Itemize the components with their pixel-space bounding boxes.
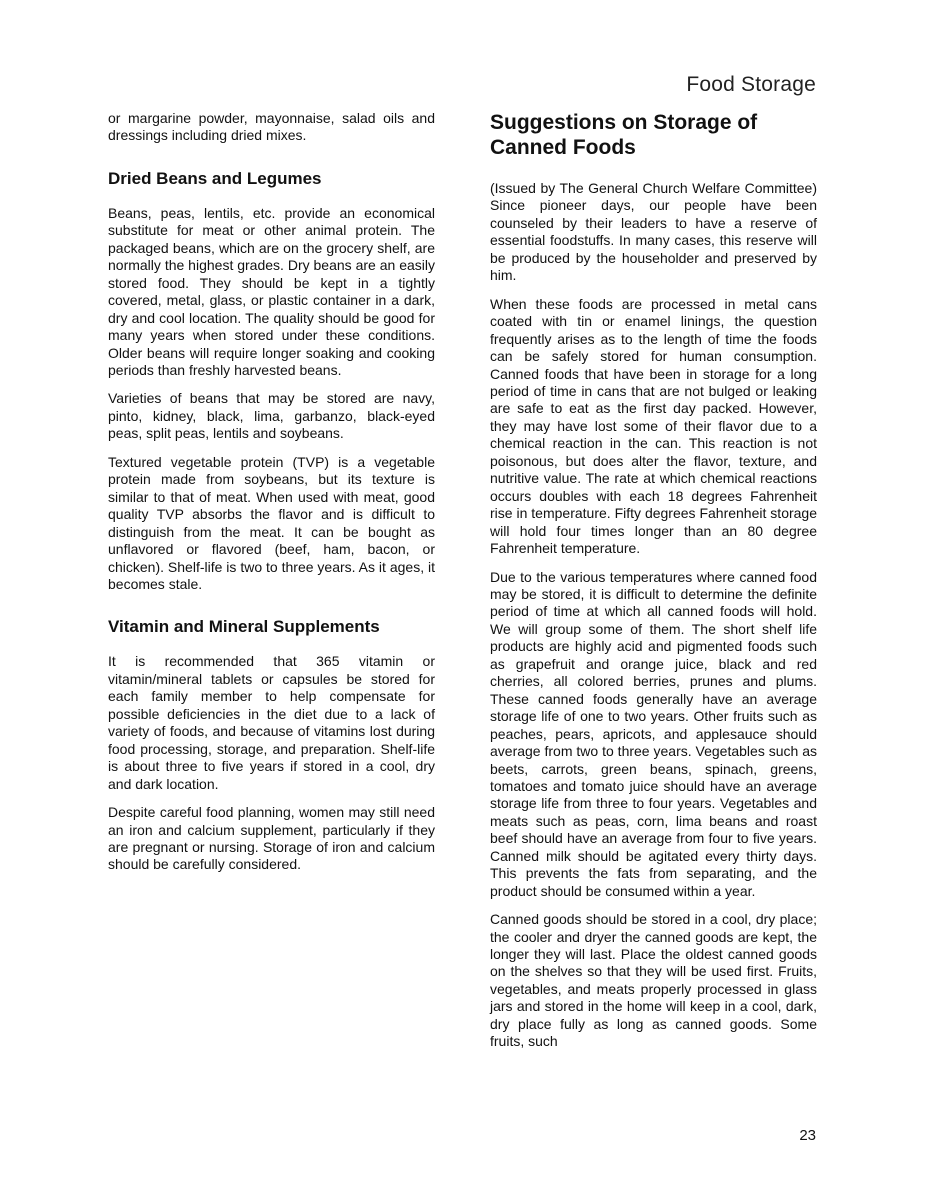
left-column (108, 110, 435, 885)
running-header: Food Storage (686, 73, 816, 96)
canned-foods-heading: Suggestions on Storage of Canned Foods (490, 111, 758, 159)
vitamins-paragraph-2: Despite careful food planning, women may still need an iron and calcium supplement, particularly if they are pregnant or nursing. Storage of iron and calcium should be carefully considered. (108, 804, 435, 873)
canned-paragraph-1: (Issued by The General Church Welfare Committee) Since pioneer days, our people have been counseled by their leaders to have a reserve of essential foodstuffs. In many cases, this reserve will be produced by the householder and preserved by him. (490, 180, 817, 284)
dried-beans-paragraph-1: Beans, peas, lentils, etc. provide an economical substitute for meat or other animal protein. The packaged beans, which are on the grocery shelf, are normally the highest grades. Dry beans are an easily stored food. They should be kept in a tightly covered, metal, glass, or plastic container in a dark, dry and cool location. The quality should be good for many years when stored under these conditions. Older beans will require longer soaking and cooking periods than freshly harvested beans. (108, 204, 435, 378)
canned-paragraph-2: When these foods are processed in metal cans coated with tin or enamel linings, the question frequently arises as to the length of time the foods can be safely stored for human consumption. Canned foods that have been in storage for a long period of time in cans that are not bulged or leaking are safe to eat as the first day packed. However, they may have lost some of their flavor due to a chemical reaction in the can. This reaction is not poisonous, but does alter the flavor, texture, and nutritive value. The rate at which chemical reactions occurs doubles with each 18 degrees Fahrenheit rise in temperature. Fifty degrees Fahrenheit storage will hold four times longer than an 80 degree Fahrenheit temperature. (490, 295, 817, 557)
vitamins-heading: Vitamin and Mineral Supplements (108, 617, 380, 637)
dried-beans-paragraph-3: Textured vegetable protein (TVP) is a vegetable protein made from soybeans, but its texture is similar to that of meat. When used with meat, good quality TVP absorbs the flavor and is difficult to distinguish from the meat. It can be bought as unflavored or flavored (beef, ham, bacon, or chicken). Shelf-life is two to three years. As it ages, it becomes stale. (108, 453, 435, 592)
dried-beans-heading: Dried Beans and Legumes (108, 168, 322, 188)
right-column (490, 110, 817, 1062)
intro-paragraph: or margarine powder, mayonnaise, salad oils and dressings including dried mixes. (108, 110, 435, 144)
page-number: 23 (799, 1127, 816, 1144)
canned-paragraph-3: Due to the various temperatures where canned food may be stored, it is difficult to determine the definite period of time at which all canned foods will hold. We will group some of them. The short shelf life products are highly acid and pigmented foods such as grapefruit and orange juice, black and red cherries, all colored berries, prunes and plums. These canned foods generally have an average storage life of one to two years. Other fruits such as peaches, pears, apricots, and applesauce should average from two to three years. Vegetables such as beets, carrots, green beans, spinach, greens, tomatoes and tomato juice should have an average storage life from three to four years. Vegetables and meats such as peas, corn, lima beans and roast beef should have an average from four to five years. Canned milk should be agitated every thirty days. This prevents the fats from separating, and the product should be consumed within a year. (490, 568, 817, 899)
dried-beans-paragraph-2: Varieties of beans that may be stored are navy, pinto, kidney, black, lima, garbanzo, black-eyed peas, split peas, lentils and soybeans. (108, 390, 435, 442)
vitamins-paragraph-1: It is recommended that 365 vitamin or vitamin/mineral tablets or capsules be stored for each family member to help compensate for possible deficiencies in the diet due to a lack of variety of foods, and because of vitamins lost during food processing, storage, and preparation. Shelf-life is about three to five years if stored in a cool, dry and dark location. (108, 653, 435, 792)
canned-paragraph-4: Canned goods should be stored in a cool, dry place; the cooler and dryer the canned goods are kept, the longer they will last. Place the oldest canned goods on the shelves so that they will be used first. Fruits, vegetables, and meats properly processed in glass jars and stored in the home will keep in a cool, dark, dry place fully as long as canned goods. Some fruits, such (490, 911, 817, 1050)
